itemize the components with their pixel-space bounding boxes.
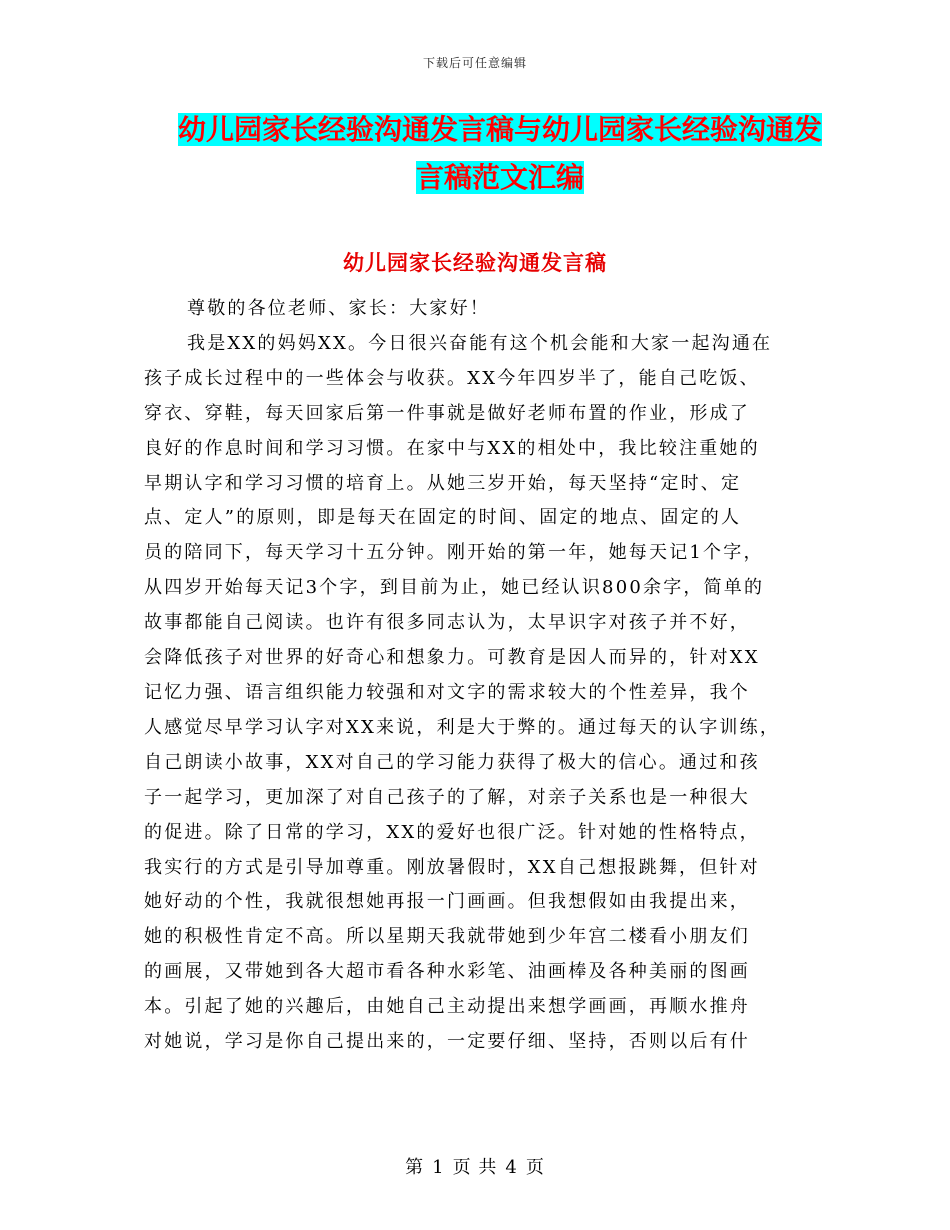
paragraph-line: 早期认字和学习习惯的培育上。从她三岁开始，每天坚持“定时、定: [144, 472, 742, 494]
paragraph-line: 她的积极性肯定不高。所以星期天我就带她到少年宫二楼看小朋友们: [144, 926, 750, 948]
paragraph-line: 点、定人”的原则，即是每天在固定的时间、固定的地点、固定的人: [144, 507, 742, 529]
document-title: [150, 106, 850, 202]
paragraph-line: 本。引起了她的兴趣后，由她自己主动提出来想学画画，再顺水推舟: [144, 996, 750, 1018]
paragraph-line: 人感觉尽早学习认字对XX来说，利是大于弊的。通过每天的认字训练，: [144, 716, 781, 738]
paragraph-line: 我是XX的妈妈XX。今日很兴奋能有这个机会能和大家一起沟通在: [187, 332, 773, 354]
paragraph-line: 故事都能自己阅读。也许有很多同志认为，太早识字对孩子并不好，: [144, 612, 750, 634]
paragraph-line: 的画展，又带她到各大超市看各种水彩笔、油画棒及各种美丽的图画: [144, 961, 750, 983]
paragraph-line: 孩子成长过程中的一些体会与收获。XX今年四岁半了，能自己吃饭、: [144, 367, 760, 389]
paragraph-line: 记忆力强、语言组织能力较强和对文字的需求较大的个性差异，我个: [144, 681, 750, 703]
paragraph-line: 良好的作息时间和学习习惯。在家中与XX的相处中，我比较注重她的: [144, 437, 760, 459]
section-title: 幼儿园家长经验沟通发言稿: [343, 251, 607, 275]
paragraph-line: 穿衣、穿鞋，每天回家后第一件事就是做好老师布置的作业，形成了: [144, 402, 750, 424]
paragraph-line: 自己朗读小故事，XX对自己的学习能力获得了极大的信心。通过和孩: [144, 751, 760, 773]
paragraph-line: 的促进。除了日常的学习，XX的爱好也很广泛。针对她的性格特点，: [144, 821, 760, 843]
paragraph-line: 我实行的方式是引导加尊重。刚放暑假时，XX自己想报跳舞，但针对: [144, 856, 760, 878]
page-number: 1: [432, 1157, 445, 1178]
paragraph-line: 她好动的个性，我就很想她再报一门画画。但我想假如由我提出来，: [144, 891, 750, 913]
footer-middle: 页 共: [452, 1157, 498, 1178]
greeting-line: 尊敬的各位老师、家长：大家好！: [187, 298, 490, 319]
total-pages: 4: [505, 1157, 518, 1178]
header-note: 下载后可任意编辑: [422, 56, 527, 70]
paragraph-line: 对她说，学习是你自己提出来的，一定要仔细、坚持，否则以后有什: [144, 1031, 750, 1053]
paragraph-line: 从四岁开始每天记3个字，到目前为止，她已经认识800余字，简单的: [144, 577, 765, 599]
document-title-line-2: 言稿范文汇编: [415, 161, 584, 194]
paragraph-line: 会降低孩子对世界的好奇心和想象力。可教育是因人而异的，针对XX: [144, 647, 760, 669]
page-footer: [0, 1153, 950, 1179]
footer-prefix: 第: [405, 1157, 425, 1178]
paragraph-line: 员的陪同下，每天学习十五分钟。刚开始的第一年，她每天记1个字，: [144, 542, 764, 564]
body-text: [144, 292, 809, 1060]
paragraph-line: 子一起学习，更加深了对自己孩子的了解，对亲子关系也是一种很大: [144, 786, 750, 808]
footer-suffix: 页: [525, 1157, 545, 1178]
document-title-line-1: 幼儿园家长经验沟通发言稿与幼儿园家长经验沟通发: [177, 113, 822, 146]
